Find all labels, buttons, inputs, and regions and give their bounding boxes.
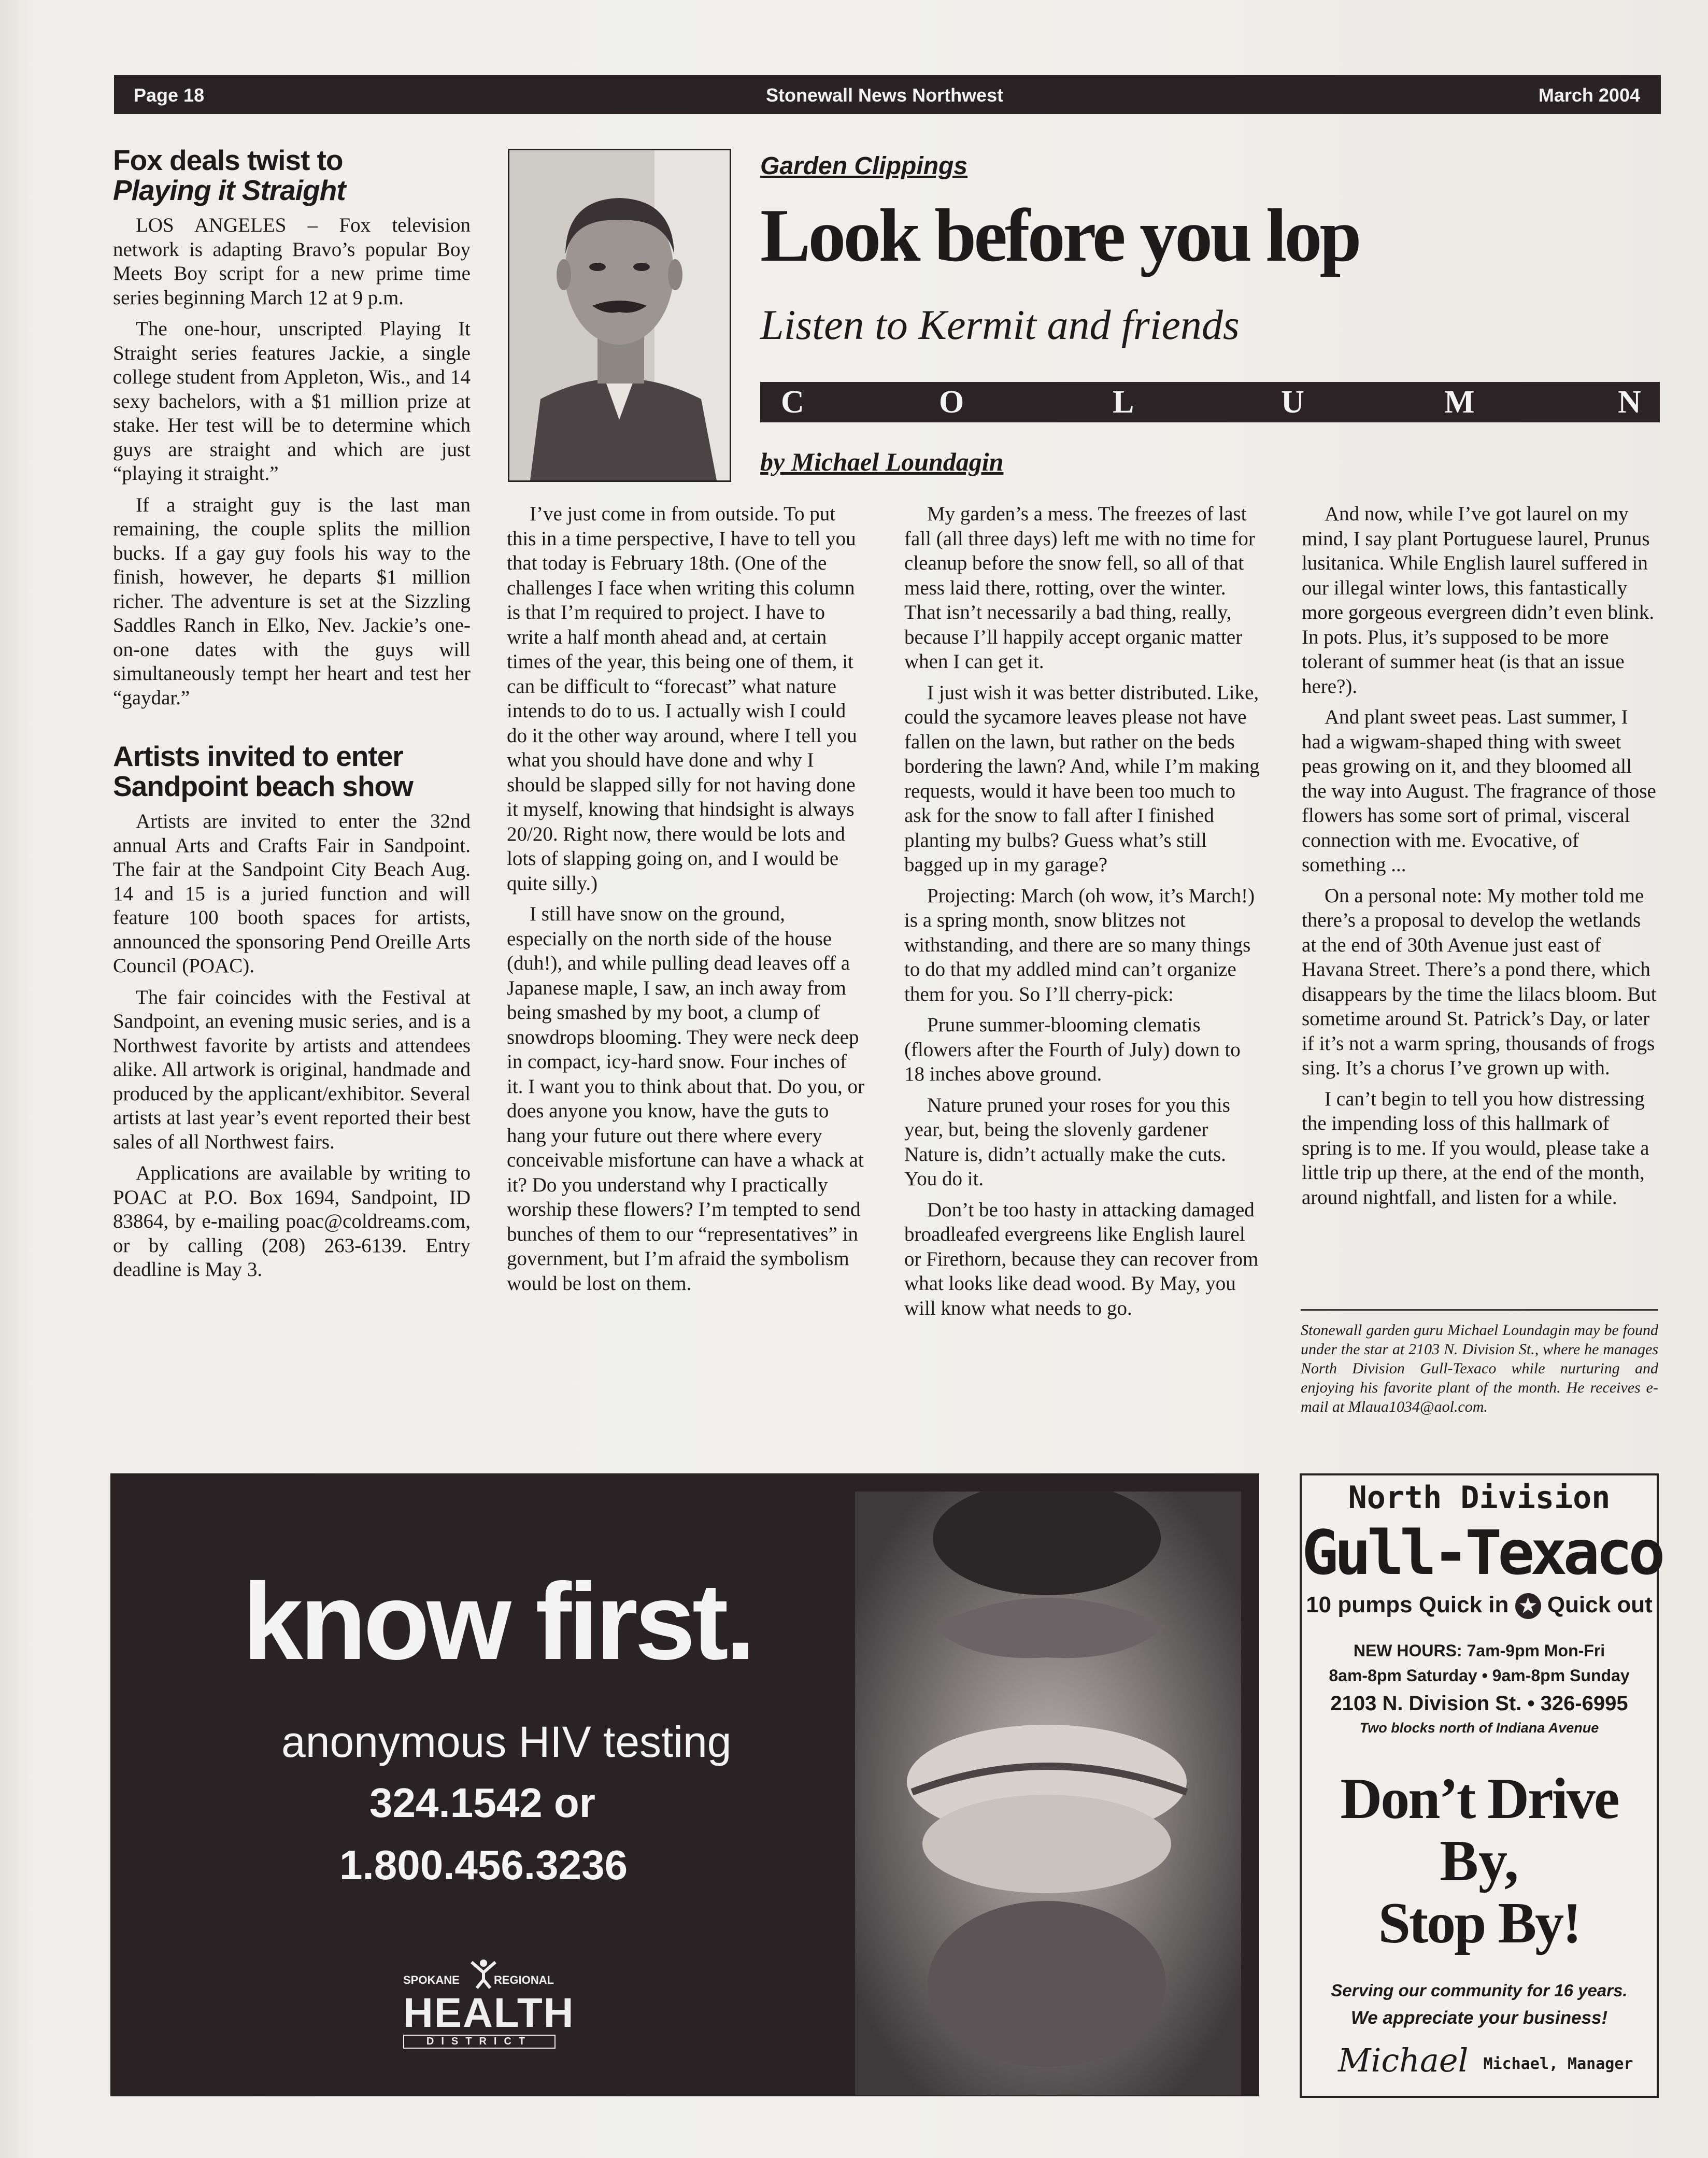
- paragraph: I just wish it was better distributed. Like, could the sycamore leaves please not have fallen on the lawn, but rather on the beds bordering the lawn? And, while I’m making requests, would it have been too much to ask for the snow to fall after I finished planting my bulbs? Guess what’s still bagged up in my garage?: [904, 681, 1260, 876]
- ad-appreciate: We appreciate your business!: [1350, 2008, 1608, 2028]
- column-banner: [760, 382, 1660, 422]
- paragraph: Projecting: March (oh wow, it’s March!) is a spring month, snow blitzes not withstanding, and there are so many things to do that my addled mind can’t organize them for you. So I’ll cherry-pick:: [904, 884, 1255, 1005]
- ad-address: 2103 N. Division St. • 326-6995: [1330, 1692, 1628, 1715]
- paragraph: And plant sweet peas. Last summer, I had a wigwam-shaped thing with sweet peas growing on it, and they bloomed all the way into August. The fragrance of those flowers has some sort of primal, visceral connection with me. Evocative, of something ...: [1302, 706, 1656, 876]
- ad-headline: know first.: [243, 1560, 753, 1682]
- story2-headline: Artists invited to enter Sandpoint beach show: [113, 740, 413, 802]
- ad-hours: 8am-8pm Saturday • 9am-8pm Sunday: [1329, 1666, 1630, 1685]
- caption-divider: [1301, 1309, 1658, 1311]
- ad-slogan: By,: [1440, 1829, 1519, 1893]
- ad-slogan: Stop By!: [1378, 1891, 1581, 1955]
- kissing-lips-photo: [855, 1492, 1241, 2095]
- signature: Michael: [1338, 2041, 1469, 2079]
- column-title: Look before you lop: [760, 193, 1359, 277]
- paragraph: Nature pruned your roses for you this year, but, being the slovenly gardener Nature is, didn’t actually make the cuts. You do it.: [904, 1094, 1230, 1190]
- column-subtitle: Listen to Kermit and friends: [760, 301, 1240, 348]
- banner-letter: U: [1281, 385, 1304, 420]
- paragraph: LOS ANGELES – Fox television network is adapting Bravo’s popular Boy Meets Boy script for a new prime time series beginning March 12 at 9 p.m.: [113, 214, 471, 309]
- ad-phone: 324.1542 or: [369, 1780, 595, 1826]
- texaco-star-icon: ★: [1515, 1593, 1541, 1619]
- page-number: Page 18: [134, 84, 205, 106]
- column-body-2: [904, 502, 1262, 1327]
- story1-body: [113, 214, 471, 710]
- ad-pumps: 10 pumps Quick in ★ Quick out: [1302, 1592, 1657, 1619]
- paragraph: If a straight guy is the last man remaining, the couple splits the million bucks. If a gay guy fools his way to the finish, however, he departs $1 million richer. The adventure is set at the Sizzling Saddles Ranch in Elko, Nev. Jackie’s one-on-one dates with the guys will simultaneously tempt her heart and test her “gaydar.”: [113, 493, 471, 709]
- health-district-logo: SPOKANE REGIONAL HEALTH DISTRICT: [403, 1958, 559, 2049]
- paragraph: I can’t begin to tell you how distressing the impending loss of this hallmark of spring is to me. If you would, please take a little trip up there, at the end of the month, around nightfall, and listen for a while.: [1302, 1087, 1649, 1209]
- banner-letter: M: [1444, 385, 1475, 420]
- ad-directions: Two blocks north of Indiana Avenue: [1359, 1720, 1599, 1736]
- newspaper-name: Stonewall News Northwest: [766, 84, 1004, 106]
- column-body-1: [507, 502, 864, 1302]
- banner-letter: N: [1618, 385, 1641, 420]
- story1-headline: Fox deals twist to Playing it Straight: [113, 144, 346, 206]
- ad-hours: NEW HOURS: 7am-9pm Mon-Fri: [1353, 1641, 1605, 1660]
- hiv-testing-ad: [110, 1473, 1259, 2096]
- person-icon: [471, 1958, 496, 1989]
- paragraph: The fair coincides with the Festival at Sandpoint, an evening music series, and is a Northwest favorite by artists and attendees alike. All artwork is original, handmade and produced by the applicant/exhibitor. Several artists at last year’s event reported their best sales of all Northwest fairs.: [113, 986, 471, 1153]
- paragraph: I’ve just come in from outside. To put this in a time perspective, I have to tell you that today is February 18th. (One of the challenges I face when writing this column is that I’m required to project. I have to write a half month ahead and, at certain times of the year, this being one of them, it can be difficult to “forecast” what nature intends to do to us. I actually wish I could do it the other way around, where I tell you what you should have done and why I should be slapped silly for not having done it myself, knowing that hindsight is always 20/20. Right now, there would be lots and lots of slapping going on, and I would be quite silly.): [507, 503, 857, 895]
- ad-business-name: Gull-Texaco: [1302, 1517, 1661, 1588]
- paragraph: Artists are invited to enter the 32nd annual Arts and Crafts Fair in Sandpoint. The fair at the Sandpoint City Beach Aug. 14 and 15 is a juried function and will feature 100 booth spaces for artists, announced the sponsoring Pend Oreille Arts Council (POAC).: [113, 810, 471, 977]
- paragraph: The one-hour, unscripted Playing It Straight series features Jackie, a single college student from Appleton, Wis., and 14 sexy bachelors, with a $1 million prize at stake. Her test will be to determine which guys are straight and which are just “playing it straight.”: [113, 318, 471, 485]
- author-photo: [508, 149, 731, 482]
- column-kicker: Garden Clippings: [760, 152, 968, 180]
- banner-letter: O: [939, 385, 964, 420]
- column-byline: by Michael Loundagin: [760, 447, 1004, 476]
- banner-letter: C: [781, 385, 804, 420]
- ad-line: anonymous HIV testing: [281, 1717, 732, 1766]
- paragraph: Applications are available by writing to POAC at P.O. Box 1694, Sandpoint, ID 83864, by e-mailing poac@coldreams.com, or by calling (208) 263-6139. Entry deadline is May 3.: [113, 1162, 471, 1281]
- ad-manager: Michael, Manager: [1483, 2055, 1633, 2073]
- author-caption: Stonewall garden guru Michael Loundagin may be found under the star at 2103 N. Division St., where he manages North Division Gull-Texaco while nurturing and enjoying his favorite plant of the month. He receives e-mail at Mlaua1034@aol.com.: [1301, 1322, 1658, 1415]
- gull-texaco-ad: [1300, 1473, 1659, 2098]
- page-header-bar: [114, 75, 1661, 114]
- paragraph: My garden’s a mess. The freezes of last fall (all three days) left me with no time for cleanup before the snow fell, so all of that mess laid there, rotting, over the winter. That isn’t necessarily a bad thing, really, because I’ll happily accept organic matter when I can get it.: [904, 503, 1255, 673]
- story2-body: [113, 810, 471, 1282]
- ad-serving: Serving our community for 16 years.: [1331, 1981, 1628, 2000]
- ad-location: North Division: [1348, 1480, 1611, 1516]
- ad-phone: 1.800.456.3236: [339, 1842, 628, 1888]
- paragraph: I still have snow on the ground, especially on the north side of the house (duh!), and while pulling dead leaves off a Japanese maple, I saw, an inch away from being smashed by my boot, a clump of snowdrops blooming. They were neck deep in compact, icy-hard snow. Four inches of it. I want you to think about that. Do you, or does anyone you know, have the guts to hang your future out there where every conceivable misfortune can have a whack at it? Do you understand why I practically worship these flowers? I’m tempted to send bunches of them to our “representatives” in government, but I’m afraid the symbolism would be lost on them.: [507, 903, 865, 1295]
- column-body-3: [1302, 502, 1659, 1216]
- paragraph: And now, while I’ve got laurel on my mind, I say plant Portuguese laurel, Prunus lusitanica. While English laurel suffered in our illegal winter lows, this fantastically more gorgeous evergreen didn’t even blink. In pots. Plus, it’s supposed to be more tolerant of summer heat (is that an issue here?).: [1302, 503, 1655, 698]
- issue-date: March 2004: [1538, 84, 1640, 106]
- paragraph: Don’t be too hasty in attacking damaged broadleafed evergreens like English laurel or Firethorn, because they can recover from what looks like dead wood. By May, you will know what needs to go.: [904, 1198, 1259, 1319]
- paragraph: On a personal note: My mother told me there’s a proposal to develop the wetlands at the end of 30th Avenue just east of Havana Street. There’s a pond there, which disappears by the time the lilacs bloom. But sometime around St. Patrick’s Day, or later if it’s not a warm spring, thousands of frogs sing. It’s a chorus I’ve grown up with.: [1302, 884, 1657, 1079]
- ad-slogan: Don’t Drive: [1340, 1767, 1618, 1831]
- banner-letter: L: [1113, 385, 1134, 420]
- paragraph: Prune summer-blooming clematis (flowers after the Fourth of July) down to 18 inches above ground.: [904, 1014, 1241, 1085]
- left-column: [113, 145, 471, 1289]
